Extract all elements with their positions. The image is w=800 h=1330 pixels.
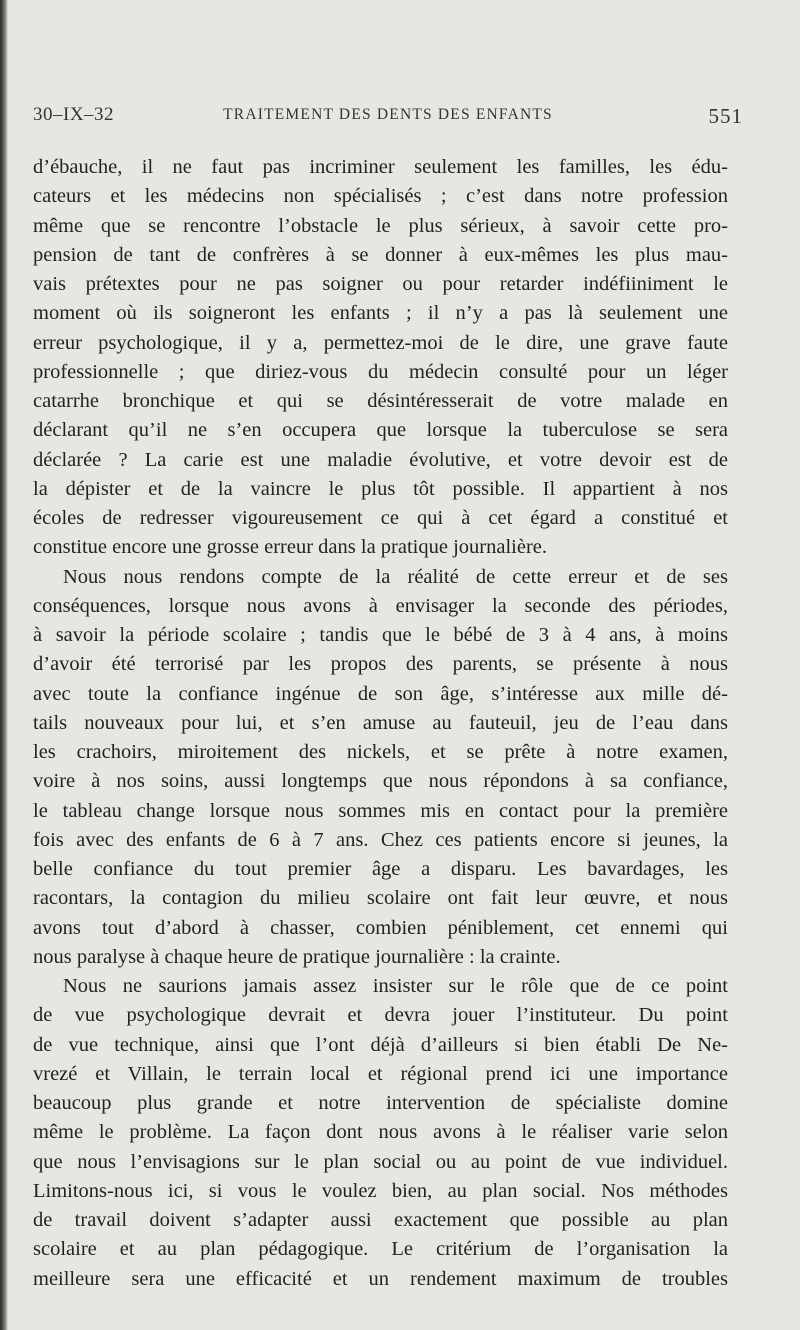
text-line: cateurs et les médecins non spécialisés ; c’est dans notre profession [33, 185, 728, 208]
text-line: de vue technique, ainsi que l’ont déjà d’ailleurs si bien établi De Ne- [33, 1033, 728, 1056]
text-line: scolaire et au plan pédagogique. Le critérium de l’organisation la [33, 1238, 728, 1261]
text-line: moment où ils soigneront les enfants ; il n’y a pas là seulement une [33, 302, 728, 325]
text-line: les crachoirs, miroitement des nickels, et se prête à notre examen, [33, 741, 728, 763]
text-line: écoles de redresser vigoureusement ce qui à cet égard a constitué et [33, 507, 728, 529]
paragraph [33, 972, 728, 1294]
text-line: racontars, la contagion du milieu scolaire ont fait leur œuvre, et nous [33, 887, 728, 910]
text-line: Nous nous rendons compte de la réalité de cette erreur et de ses [63, 565, 728, 588]
text-line: la dépister et de la vaincre le plus tôt possible. Il appartient à nos [33, 477, 728, 500]
text-line: même le problème. La façon dont nous avons à le réaliser varie selon [33, 1121, 728, 1144]
running-head-date: 30–IX–32 [33, 104, 115, 125]
text-line: professionnelle ; que diriez-vous du médecin consulté pour un léger [33, 360, 728, 383]
text-line: vrezé et Villain, le terrain local et régional prend ici une importance [33, 1062, 728, 1085]
text-line: déclarée ? La carie est une maladie évolutive, et votre devoir est de [33, 448, 728, 471]
text-line: d’avoir été terrorisé par les propos des parents, se présente à nous [33, 653, 728, 676]
paragraph [33, 563, 728, 973]
page-number: 551 [708, 104, 743, 128]
text-line: conséquences, lorsque nous avons à envisager la seconde des périodes, [33, 594, 728, 617]
text-line: pension de tant de confrères à se donner à eux-mêmes les plus mau- [33, 243, 728, 266]
text-line: vais prétextes pour ne pas soigner ou pour retarder indéfiiniment le [33, 273, 728, 295]
text-line: meilleure sera une efficacité et un rendement maximum de troubles [33, 1267, 728, 1290]
text-line: erreur psychologique, il y a, permettez-moi de le dire, une grave faute [33, 331, 728, 354]
text-line: nous paralyse à chaque heure de pratique journalière : la crainte. [33, 945, 561, 968]
text-line: le tableau change lorsque nous sommes mis en contact pour la première [33, 799, 728, 822]
text-line: fois avec des enfants de 6 à 7 ans. Chez ces patients encore si jeunes, la [33, 828, 728, 851]
page-binding-edge [0, 0, 8, 1330]
text-line: de travail doivent s’adapter aussi exactement que possible au plan [33, 1209, 728, 1231]
running-head-title: TRAITEMENT DES DENTS DES ENFANTS [223, 106, 553, 123]
text-line: que nous l’envisagions sur le plan social ou au point de vue individuel. [33, 1150, 728, 1173]
text-line: d’ébauche, il ne faut pas incriminer seulement les familles, les édu- [33, 156, 728, 178]
text-line: de vue psychologique devrait et devra jouer l’instituteur. Du point [33, 1004, 728, 1027]
paragraph [33, 153, 728, 563]
text-line: avec toute la confiance ingénue de son âge, s’intéresse aux mille dé- [33, 682, 728, 705]
text-line: beaucoup plus grande et notre intervention de spécialiste domine [33, 1092, 728, 1114]
text-line: déclarant qu’il ne s’en occupera que lorsque la tuberculose se sera [33, 419, 728, 442]
body-text [33, 153, 728, 1294]
text-line: belle confiance du tout premier âge a disparu. Les bavardages, les [33, 858, 728, 880]
text-line: Limitons-nous ici, si vous le voulez bien, au plan social. Nos méthodes [33, 1179, 728, 1202]
text-line: avons tout d’abord à chasser, combien péniblement, cet ennemi qui [33, 916, 728, 939]
text-line: constitue encore une grosse erreur dans la pratique journalière. [33, 536, 547, 559]
text-line: tails nouveaux pour lui, et s’en amuse au fauteuil, jeu de l’eau dans [33, 711, 728, 734]
text-line: même que se rencontre l’obstacle le plus sérieux, à savoir cette pro- [33, 214, 728, 237]
running-head [33, 104, 743, 134]
text-line: Nous ne saurions jamais assez insister sur le rôle que de ce point [63, 975, 728, 997]
text-line: voire à nos soins, aussi longtemps que nous répondons à sa confiance, [33, 770, 728, 793]
text-line: catarrhe bronchique et qui se désintéresserait de votre malade en [33, 390, 728, 412]
text-line: à savoir la période scolaire ; tandis que le bébé de 3 à 4 ans, à moins [33, 624, 728, 646]
